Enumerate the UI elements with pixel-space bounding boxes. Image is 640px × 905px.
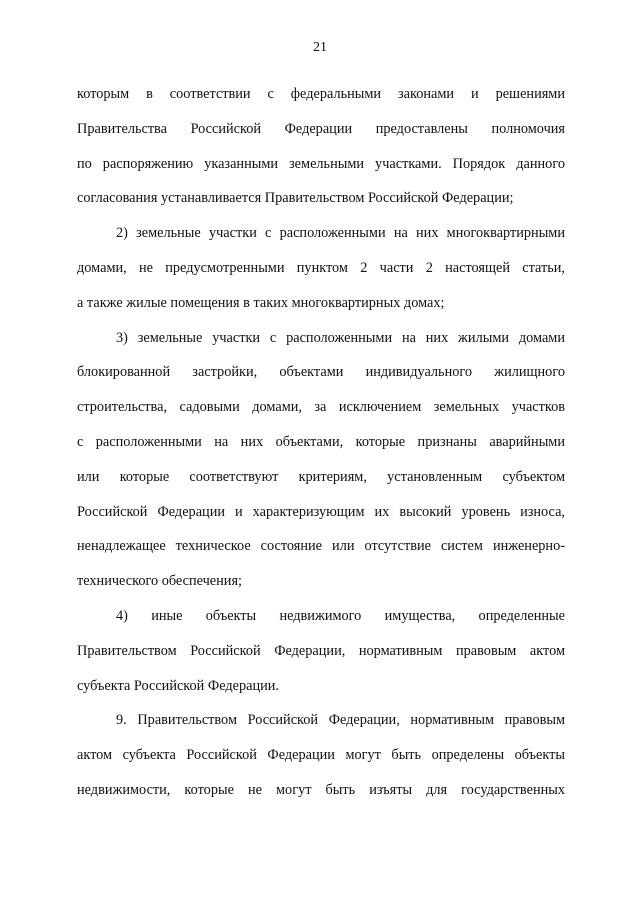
text-line: субъекта Российской Федерации.: [77, 677, 279, 694]
text-line: ненадлежащее техническое состояние или отсутствие систем инженерно-: [77, 538, 565, 555]
text-line: 4) иные объекты недвижимого имущества, определенные: [116, 607, 565, 624]
text-line: 9. Правительством Российской Федерации, нормативным правовым: [116, 712, 565, 729]
text-line: 3) земельные участки с расположенными на них жилыми домами: [116, 329, 565, 346]
text-line: Российской Федерации и характеризующим их высокий уровень износа,: [77, 503, 565, 520]
text-line: которым в соответствии с федеральными законами и решениями: [77, 86, 565, 102]
text-line: Правительства Российской Федерации предоставлены полномочия: [77, 120, 565, 137]
text-line: или которые соответствуют критериям, установленным субъектом: [77, 468, 565, 485]
text-line: 2) земельные участки с расположенными на них многоквартирными: [116, 225, 565, 242]
text-line: недвижимости, которые не могут быть изъяты для государственных: [77, 781, 565, 798]
text-line: домами, не предусмотренными пунктом 2 части 2 настоящей статьи,: [77, 259, 565, 276]
text-line: по распоряжению указанными земельными участками. Порядок данного: [77, 155, 565, 172]
text-line: согласования устанавливается Правительством Российской Федерации;: [77, 190, 514, 207]
text-line: строительства, садовыми домами, за исключением земельных участков: [77, 399, 565, 416]
text-line: блокированной застройки, объектами индивидуального жилищного: [77, 364, 565, 381]
text-line: с расположенными на них объектами, которые признаны аварийными: [77, 433, 565, 450]
text-line: а также жилые помещения в таких многоквартирных домах;: [77, 294, 445, 311]
text-line: технического обеспечения;: [77, 573, 243, 590]
text-line: Правительством Российской Федерации, нормативным правовым актом: [77, 642, 565, 659]
document-body: [77, 77, 565, 808]
page-number: 21: [313, 40, 327, 55]
text-line: актом субъекта Российской Федерации могут быть определены объекты: [77, 747, 565, 764]
